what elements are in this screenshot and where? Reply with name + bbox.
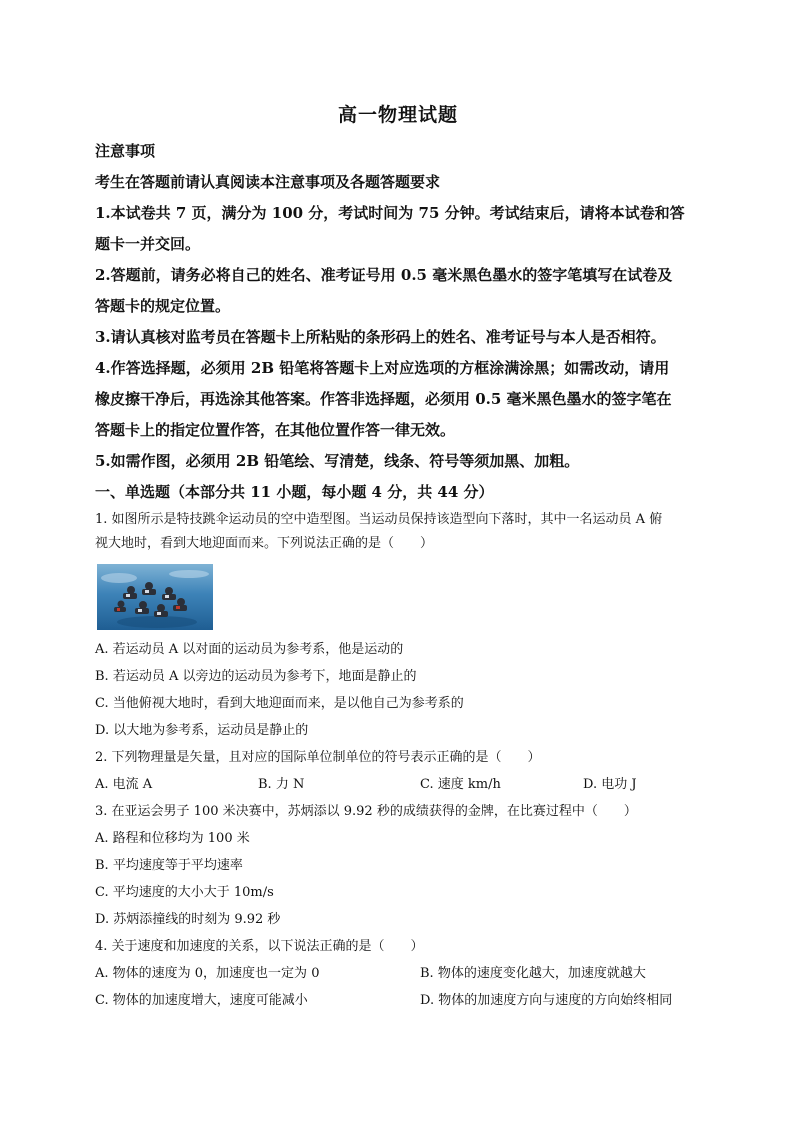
question-1-option-d: D. 以大地为参考系，运动员是静止的 [95, 723, 309, 738]
question-3-stem: 3. 在亚运会男子 100 米决赛中，苏炳添以 9.92 秒的成绩获得的金牌，在比赛过程中（ ） [95, 804, 637, 819]
notice-item-2-line-1: 2.答题前，请务必将自己的姓名、准考证号用 0.5 毫米黑色墨水的签字笔填写在试卷及 [95, 266, 673, 284]
question-3-option-d: D. 苏炳添撞线的时刻为 9.92 秒 [95, 912, 281, 927]
notice-item-2-line-2: 答题卡的规定位置。 [95, 297, 231, 315]
question-2-stem: 2. 下列物理量是矢量，且对应的国际单位制单位的符号表示正确的是（ ） [95, 750, 541, 765]
question-1-option-b: B. 若运动员 A 以旁边的运动员为参考下，地面是静止的 [95, 669, 417, 684]
question-3 [95, 798, 705, 933]
notice-item-5: 5.如需作图，必须用 2B 铅笔绘、写清楚，线条、符号等须加黑、加粗。 [95, 452, 580, 470]
notice-item-4-line-1: 4.作答选择题，必须用 2B 铅笔将答题卡上对应选项的方框涂满涂黑；如需改动，请用 [95, 359, 670, 377]
skydivers-photo [97, 564, 213, 630]
notice-item-4-line-2: 橡皮擦干净后，再选涂其他答案。作答非选择题，必须用 0.5 毫米黑色墨水的签字笔在 [95, 390, 672, 408]
question-1-stem-line-2: 视大地时，看到大地迎面而来。下列说法正确的是（ ） [95, 536, 434, 551]
question-1-option-a: A. 若运动员 A 以对面的运动员为参考系，他是运动的 [95, 642, 404, 657]
question-4 [95, 933, 705, 1014]
question-3-option-a: A. 路程和位移均为 100 米 [95, 831, 250, 846]
question-4-stem: 4. 关于速度和加速度的关系，以下说法正确的是（ ） [95, 939, 424, 954]
question-1-stem-line-1: 1. 如图所示是特技跳伞运动员的空中造型图。当运动员保持该造型向下落时，其中一名运动员 A 俯 [95, 512, 663, 527]
question-4-options-row-1 [95, 960, 705, 987]
question-4-options-row-2 [95, 987, 705, 1014]
question-4-option-c: C. 物体的加速度增大，速度可能减小 [95, 993, 308, 1008]
question-1 [95, 508, 705, 744]
question-2-option-a: A. 电流 A [95, 777, 153, 792]
question-4-option-a: A. 物体的速度为 0，加速度也一定为 0 [95, 966, 320, 981]
notice-intro: 考生在答题前请认真阅读本注意事项及各题答题要求 [95, 173, 441, 191]
page-title: 高一物理试题 [337, 104, 458, 126]
question-2-options [95, 771, 705, 798]
question-4-option-d: D. 物体的加速度方向与速度的方向始终相同 [420, 993, 673, 1008]
question-2 [95, 744, 705, 798]
notice-heading: 注意事项 [95, 142, 156, 160]
notice-item-4-line-3: 答题卡上的指定位置作答，在其他位置作答一律无效。 [95, 421, 456, 439]
notice-item-3: 3.请认真核对监考员在答题卡上所粘贴的条形码上的姓名、准考证号与本人是否相符。 [95, 328, 666, 346]
question-4-option-b: B. 物体的速度变化越大，加速度就越大 [420, 966, 646, 981]
questions [95, 508, 705, 1014]
section-heading: 一、单选题（本部分共 11 小题，每小题 4 分，共 44 分） [95, 483, 494, 501]
question-1-option-c: C. 当他俯视大地时，看到大地迎面而来，是以他自己为参考系的 [95, 696, 464, 711]
question-2-option-c: C. 速度 km/h [420, 777, 501, 792]
notice-section [95, 136, 705, 508]
question-3-option-b: B. 平均速度等于平均速率 [95, 858, 243, 873]
question-3-option-c: C. 平均速度的大小大于 10m/s [95, 885, 274, 900]
question-2-option-b: B. 力 N [258, 777, 305, 792]
question-2-option-d: D. 电功 J [583, 777, 637, 792]
notice-item-1-line-1: 1.本试卷共 7 页，满分为 100 分，考试时间为 75 分钟。考试结束后，请将本试卷和答 [95, 204, 685, 222]
notice-item-1-line-2: 题卡一并交回。 [95, 235, 201, 253]
